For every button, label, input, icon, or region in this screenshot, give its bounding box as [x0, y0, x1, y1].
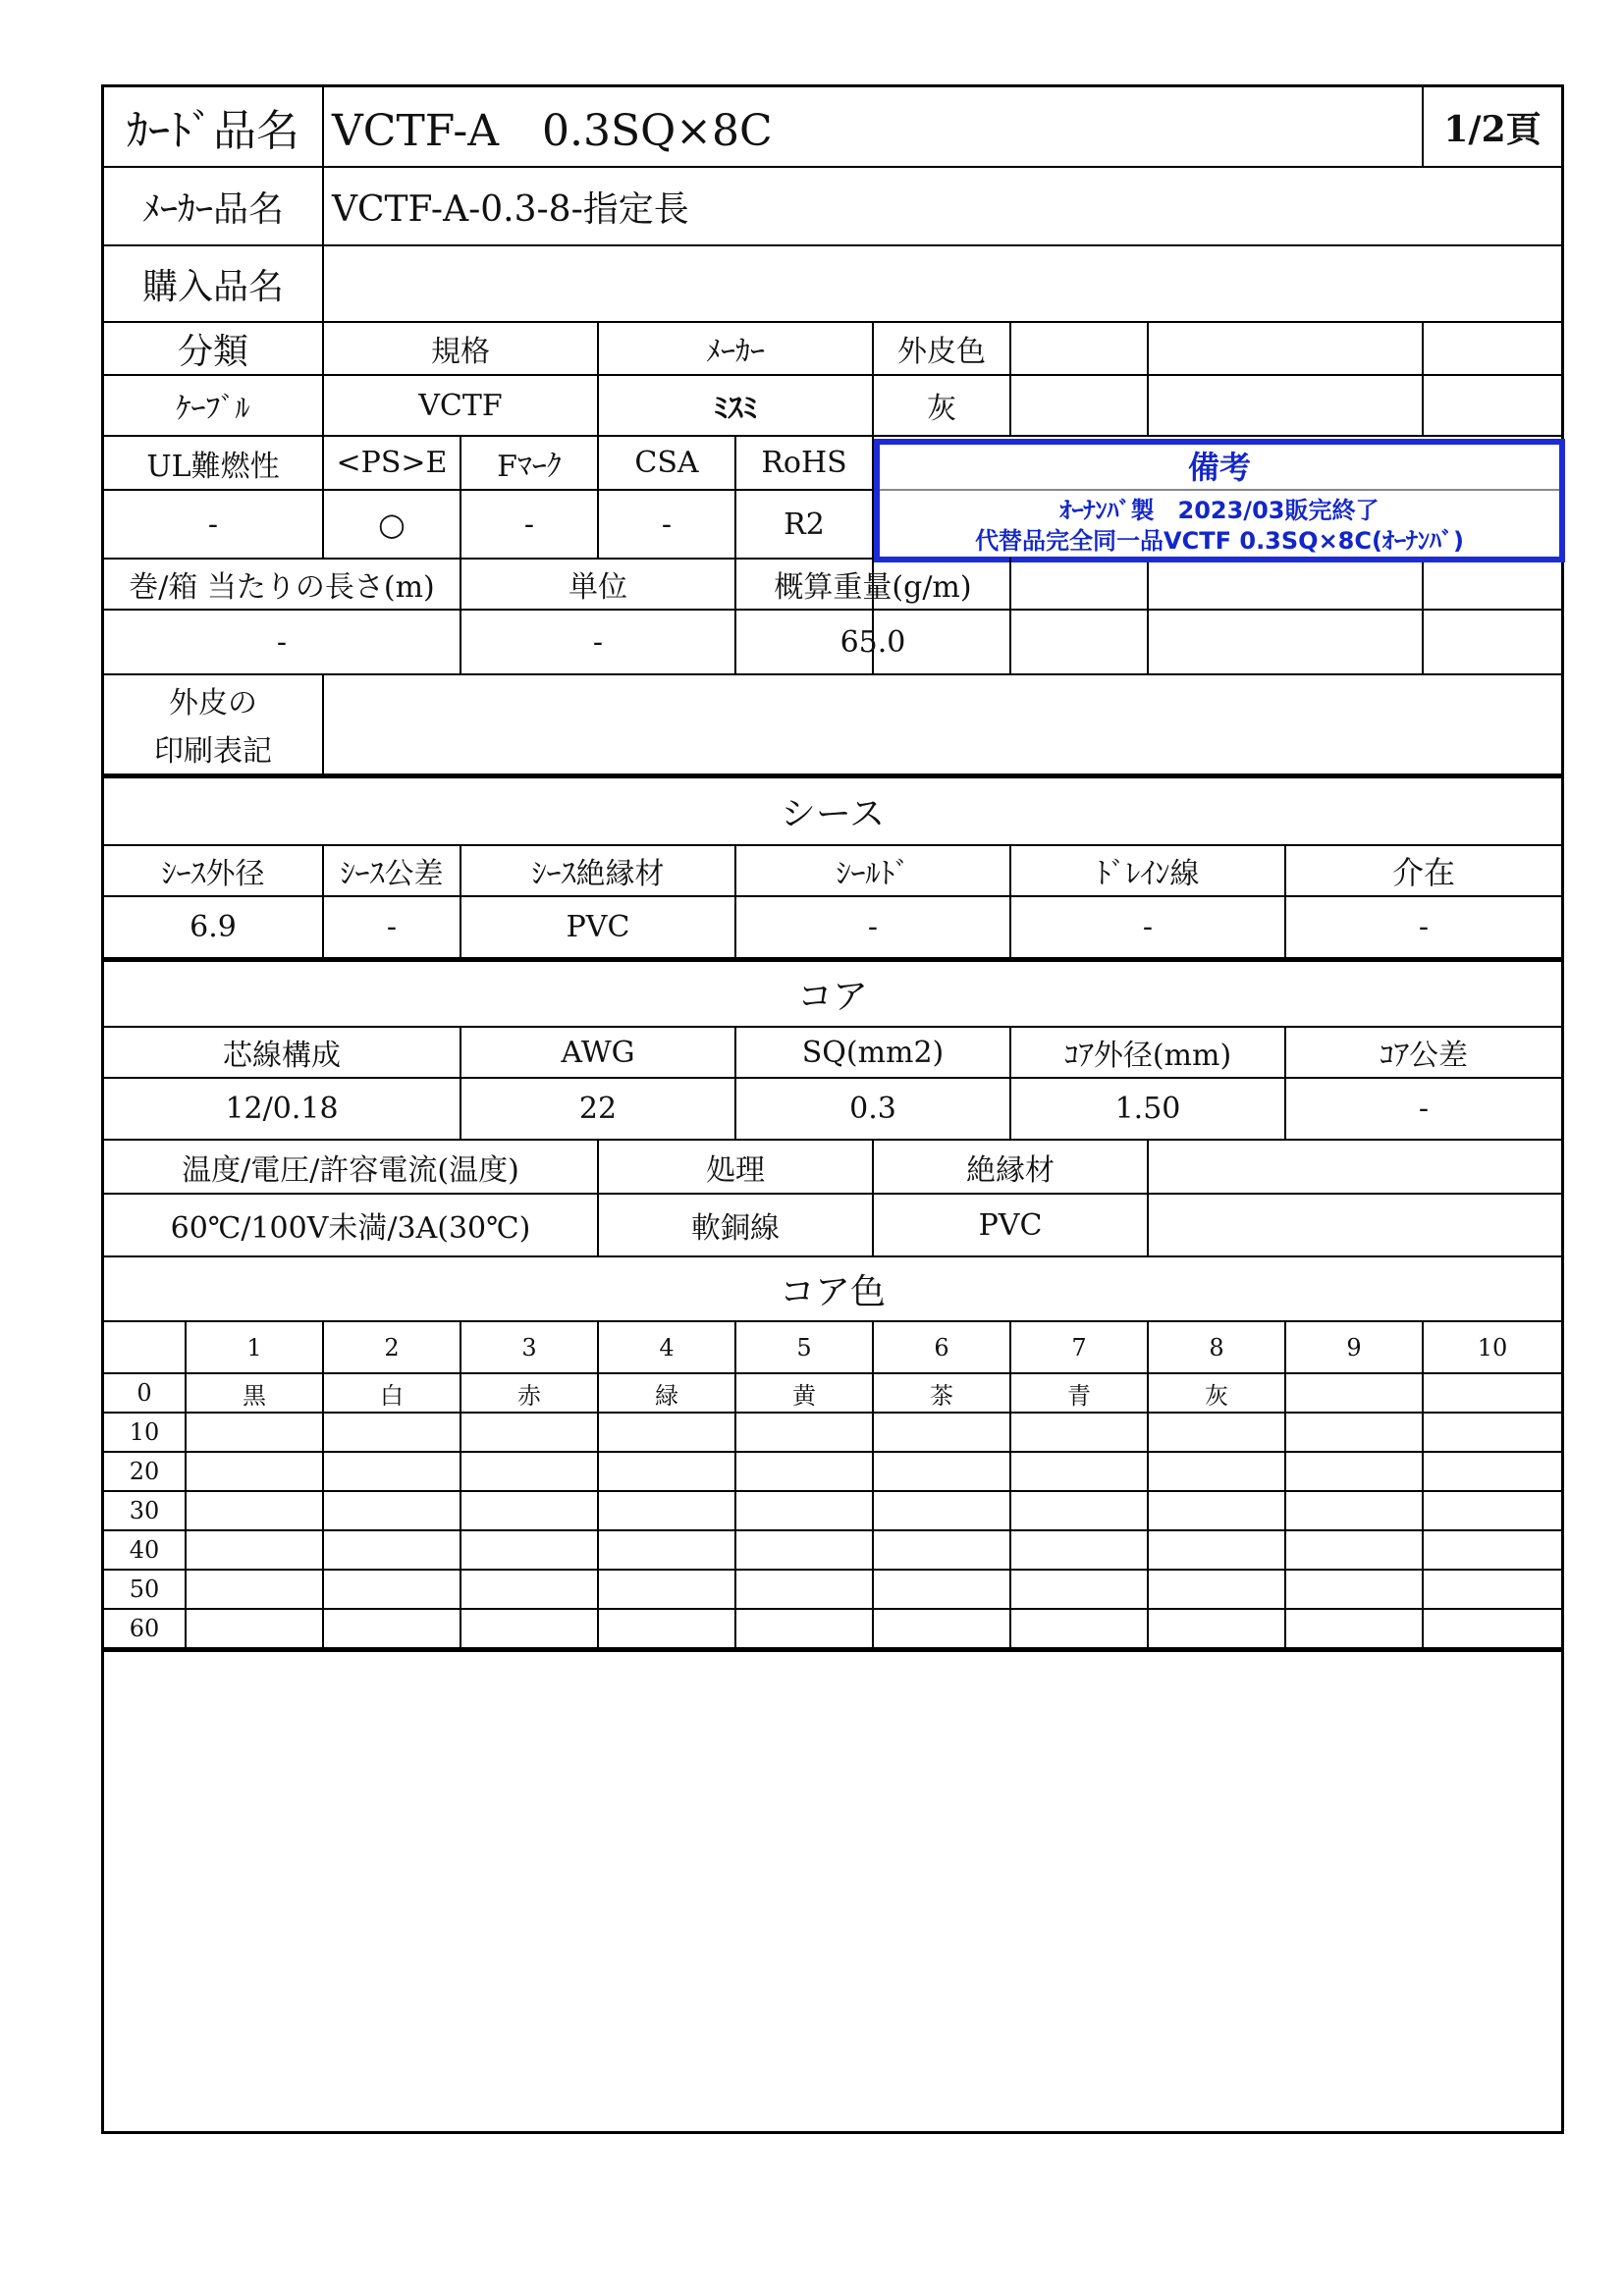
remarks-line-1: ｵｰﾅﾝﾊﾞ製 2023/03販完終了 — [1059, 496, 1380, 523]
unit-header: 単位 — [568, 570, 627, 605]
sheath-title: シース — [780, 794, 886, 834]
core-od-header: ｺｱ外径(mm) — [1063, 1039, 1232, 1073]
sq-header: SQ(mm2) — [801, 1035, 945, 1070]
pse-value: ○ — [378, 506, 406, 543]
awg-header: AWG — [561, 1035, 635, 1070]
csa-value: - — [661, 507, 673, 542]
length-value: - — [276, 624, 288, 660]
core-color-10 — [1424, 1374, 1561, 1412]
spec-card — [101, 84, 1564, 2134]
color-row-50: 50 — [129, 1575, 160, 1603]
color-col-4: 4 — [659, 1333, 675, 1362]
color-row-0: 0 — [136, 1379, 152, 1407]
core-od-value: 1.50 — [1114, 1092, 1181, 1126]
core-tolerance-value: - — [1418, 1092, 1430, 1126]
drain-wire-value: - — [1142, 910, 1154, 944]
rohs-header: RoHS — [761, 446, 847, 480]
sheath-od-value: 6.9 — [189, 910, 237, 944]
shield-value: - — [867, 910, 879, 944]
rule — [1422, 321, 1424, 435]
sheath-tolerance-value: - — [386, 910, 398, 944]
purchase-name-value — [324, 246, 1561, 321]
drain-wire-header: ﾄﾞﾚｲﾝ線 — [1096, 857, 1200, 891]
remarks-divider — [880, 489, 1559, 491]
core-color-4: 緑 — [655, 1381, 678, 1410]
color-col-10: 10 — [1477, 1333, 1508, 1362]
csa-header: CSA — [634, 446, 699, 480]
strand-header: 芯線構成 — [223, 1039, 341, 1073]
f-mark-header: Fﾏｰｸ — [497, 449, 562, 484]
core-color-5: 黄 — [792, 1381, 816, 1410]
card-name-value: VCTF-A 0.3SQ×8C — [332, 106, 773, 156]
print-label-line-1: 外皮の — [169, 686, 257, 721]
rule — [1147, 1139, 1149, 1255]
pse-header: <PS>E — [336, 446, 448, 480]
core-color-2: 白 — [380, 1381, 404, 1410]
color-col-5: 5 — [796, 1333, 812, 1362]
color-row-10: 10 — [129, 1418, 160, 1446]
rule — [1009, 558, 1011, 673]
maker-name-label: ﾒｰｶｰ品名 — [141, 188, 284, 230]
standard-header: 規格 — [431, 335, 490, 369]
color-row-20: 20 — [129, 1458, 160, 1485]
core-color-7: 青 — [1067, 1381, 1091, 1410]
color-col-1: 1 — [246, 1333, 262, 1362]
color-col-8: 8 — [1209, 1333, 1224, 1362]
class-value: ｹｰﾌﾞﾙ — [176, 392, 250, 426]
insulation-header: 絶縁材 — [966, 1152, 1055, 1188]
standard-value: VCTF — [418, 388, 503, 423]
class-header: 分類 — [177, 331, 248, 372]
card-name-label: ｶｰﾄﾞ品名 — [127, 106, 299, 156]
rule — [1147, 321, 1149, 435]
treatment-value: 軟銅線 — [691, 1211, 780, 1246]
length-header: 巻/箱 当たりの長さ(m) — [129, 570, 435, 605]
shield-header: ｼｰﾙﾄﾞ — [836, 857, 910, 891]
filler-header: 介在 — [1391, 854, 1455, 891]
core-color-8: 灰 — [1205, 1381, 1228, 1410]
ul-flame-header: UL難燃性 — [146, 449, 280, 484]
sheath-od-header: ｼｰｽ外径 — [161, 857, 265, 891]
page-number: 1/2頁 — [1443, 108, 1542, 150]
maker-header: ﾒｰｶｰ — [706, 335, 765, 369]
maker-name-value: VCTF-A-0.3-8-指定長 — [332, 188, 689, 230]
color-col-9: 9 — [1346, 1333, 1362, 1362]
unit-value: - — [592, 624, 604, 660]
outer-color-value: 灰 — [927, 392, 956, 426]
rule — [1147, 558, 1149, 673]
temp-value: 60℃/100V未満/3A(30℃) — [170, 1211, 531, 1246]
remarks-title: 備考 — [1187, 449, 1251, 486]
rule — [1009, 321, 1011, 435]
core-title: コア — [796, 977, 868, 1017]
core-color-1: 黒 — [243, 1381, 266, 1410]
core-color-6: 茶 — [930, 1381, 953, 1410]
sheath-tolerance-header: ｼｰｽ公差 — [340, 857, 444, 891]
color-col-7: 7 — [1071, 1333, 1087, 1362]
ul-flame-value: - — [207, 507, 219, 542]
temp-header: 温度/電圧/許容電流(温度) — [182, 1152, 519, 1188]
rule — [1422, 558, 1424, 673]
purchase-name-label: 購入品名 — [141, 266, 284, 307]
filler-value: - — [1418, 910, 1430, 944]
color-col-6: 6 — [934, 1333, 949, 1362]
weight-value: 65.0 — [839, 624, 906, 660]
remarks-line-2: 代替品完全同一品VCTF 0.3SQ×8C(ｵｰﾅﾝﾊﾞ) — [975, 526, 1464, 554]
sq-value: 0.3 — [849, 1092, 896, 1126]
maker-value: ﾐｽﾐ — [713, 392, 758, 426]
color-col-2: 2 — [384, 1333, 400, 1362]
print-label-line-2: 印刷表記 — [154, 734, 272, 769]
rohs-value: R2 — [784, 507, 825, 542]
color-row-60: 60 — [129, 1615, 160, 1642]
f-mark-value: - — [523, 507, 535, 542]
treatment-header: 処理 — [706, 1152, 765, 1188]
color-row-40: 40 — [129, 1536, 160, 1564]
weight-header: 概算重量(g/m) — [774, 570, 972, 605]
color-row-30: 30 — [129, 1497, 160, 1524]
sheath-insulation-header: ｼｰｽ絶縁材 — [531, 857, 665, 891]
awg-value: 22 — [578, 1092, 618, 1126]
sheath-insulation-value: PVC — [566, 910, 630, 944]
core-color-9 — [1286, 1374, 1422, 1412]
core-color-title: コア色 — [779, 1271, 886, 1312]
strand-value: 12/0.18 — [225, 1092, 339, 1126]
insulation-value: PVC — [978, 1207, 1043, 1243]
core-color-3: 赤 — [517, 1381, 541, 1410]
outer-color-header: 外皮色 — [897, 335, 986, 369]
notes-area — [104, 1652, 1561, 2131]
color-col-3: 3 — [521, 1333, 537, 1362]
core-tolerance-header: ｺｱ公差 — [1380, 1039, 1468, 1073]
print-value — [324, 675, 1561, 774]
